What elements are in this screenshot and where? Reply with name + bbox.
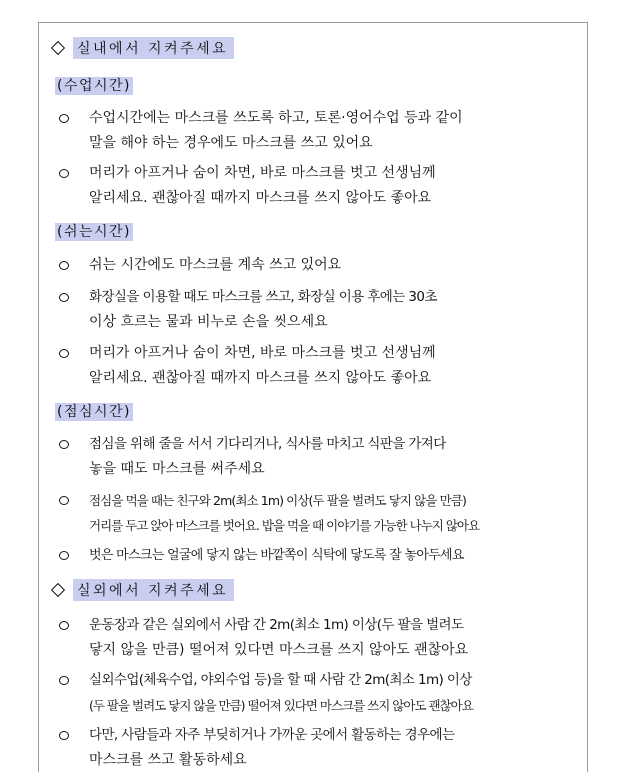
list-item [59, 488, 583, 538]
list-item [59, 253, 583, 278]
circle-bullet-icon [59, 551, 69, 560]
item-line: 알리세요. 괜찮아질 때까지 마스크를 쓰지 않아도 좋아요 [89, 370, 432, 386]
item-line: 이상 흐르는 물과 비누로 손을 씻으세요 [89, 314, 328, 330]
circle-bullet-icon [59, 169, 69, 178]
item-line: 닿지 않을 만큼) 떨어져 있다면 마스크를 쓰지 않아도 괜찮아요 [89, 642, 469, 658]
circle-bullet-icon [59, 621, 69, 630]
item-line: 머리가 아프거나 숨이 차면, 바로 마스크를 벗고 선생님께 [89, 165, 436, 181]
item-line: 운동장과 같은 실외에서 사람 간 2m(최소 1m) 이상(두 팔을 벌려도 [89, 617, 464, 633]
item-line: 놓을 때도 마스크를 써주세요 [89, 461, 265, 477]
diamond-icon [51, 583, 65, 597]
list-item [59, 341, 583, 391]
item-line: 수업시간에는 마스크를 쓰도록 하고, 토론·영어수업 등과 같이 [89, 110, 463, 126]
subsection-label-lunch-time: (점심시간) [57, 404, 132, 420]
circle-bullet-icon [59, 261, 69, 270]
item-line: 알리세요. 괜찮아질 때까지 마스크를 쓰지 않아도 좋아요 [89, 190, 432, 206]
item-line: 쉬는 시간에도 마스크를 계속 쓰고 있어요 [89, 257, 342, 273]
item-line: 점심을 위해 줄을 서서 기다리거나, 식사를 마치고 식판을 가져다 [89, 436, 446, 452]
list-item [59, 543, 583, 568]
circle-bullet-icon [59, 440, 69, 449]
list-item [59, 432, 583, 482]
circle-bullet-icon [59, 293, 69, 302]
item-line: 말을 해야 하는 경우에도 마스크를 쓰고 있어요 [89, 135, 373, 151]
item-line: 다만, 사람들과 자주 부딪히거나 가까운 곳에서 활동하는 경우에는 [89, 727, 455, 743]
subsection-label-class-time: (수업시간) [57, 78, 132, 94]
item-line: 점심을 먹을 때는 친구와 2m(최소 1m) 이상(두 팔을 벌려도 닿지 않을 만큼) [89, 493, 466, 508]
list-item [59, 285, 583, 335]
list-item [59, 161, 583, 211]
document-page [38, 22, 588, 772]
item-line: 거리를 두고 앉아 마스크를 벗어요. 밥을 먹을 때 이야기를 가능한 나누지 않아요 [89, 518, 480, 533]
circle-bullet-icon [59, 676, 69, 685]
circle-bullet-icon [59, 349, 69, 358]
subsection-label-break-time: (쉬는시간) [57, 224, 132, 240]
section-header-outdoor [51, 579, 234, 601]
item-line: 벗은 마스크는 얼굴에 닿지 않는 바깥쪽이 식탁에 닿도록 잘 놓아두세요 [89, 548, 464, 563]
section-header-indoor [51, 37, 234, 59]
item-line: 마스크를 쓰고 활동하세요 [89, 752, 247, 768]
circle-bullet-icon [59, 114, 69, 123]
item-line: (두 팔을 벌려도 닿지 않을 만큼) 떨어져 있다면 마스크를 쓰지 않아도 괜찮아요 [89, 698, 473, 713]
list-item [59, 106, 583, 156]
section-title-indoor: 실내에서 지켜주세요 [73, 37, 234, 59]
item-line: 실외수업(체육수업, 야외수업 등)을 할 때 사람 간 2m(최소 1m) 이상 [89, 672, 472, 688]
list-item [59, 668, 583, 718]
list-item [59, 723, 583, 773]
section-title-outdoor: 실외에서 지켜주세요 [73, 579, 234, 601]
circle-bullet-icon [59, 731, 69, 740]
diamond-icon [51, 41, 65, 55]
item-line: 머리가 아프거나 숨이 차면, 바로 마스크를 벗고 선생님께 [89, 345, 436, 361]
circle-bullet-icon [59, 496, 69, 505]
item-line: 화장실을 이용할 때도 마스크를 쓰고, 화장실 이용 후에는 30초 [89, 289, 437, 305]
list-item [59, 613, 583, 663]
